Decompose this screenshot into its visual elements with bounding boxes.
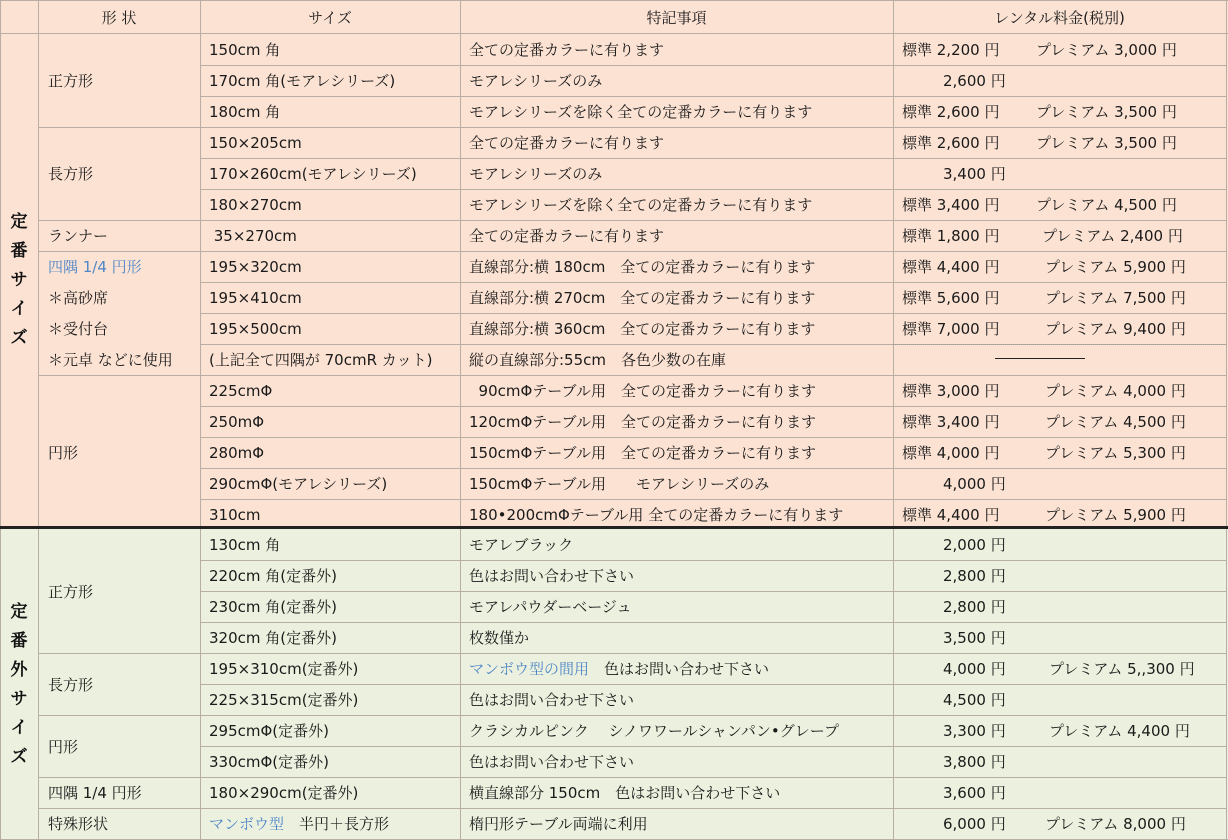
note-cell: 150cmΦテーブル用 全ての定番カラーに有ります	[469, 444, 816, 462]
nonstandard-size-label-char: イ	[10, 717, 28, 738]
grid-line	[200, 499, 1226, 500]
price-standard: 4,000 円	[943, 475, 1006, 493]
note-cell: 150cmΦテーブル用 モアレシリーズのみ	[469, 475, 770, 493]
grid-line	[1226, 0, 1227, 840]
header-notes: 特記事項	[646, 8, 707, 27]
price-premium: プレミアム 5,900 円	[1045, 506, 1186, 524]
grid-line	[38, 808, 1226, 809]
price-premium	[1049, 684, 1228, 715]
price-standard: 4,000 円	[943, 660, 1006, 678]
size-cell: 180cm 角	[209, 103, 281, 121]
grid-line	[38, 653, 1226, 654]
standard-size-label-char: ズ	[10, 328, 28, 348]
size-cell: 150×205cm	[209, 133, 302, 152]
price-premium: プレミアム 4,500 円	[1045, 413, 1186, 431]
price-premium: プレミアム 4,000 円	[1045, 382, 1186, 400]
note-cell: 全ての定番カラーに有ります	[469, 227, 665, 245]
size-cell: 130cm 角	[209, 536, 281, 554]
grid-line	[200, 468, 1226, 469]
size-cell: 225×315cm(定番外)	[209, 691, 359, 709]
price-standard: 2,600 円	[943, 72, 1006, 90]
price-standard: 標準 3,400 円	[902, 413, 1000, 431]
grid-line	[200, 622, 1226, 623]
shape-quarter-circle: 四隅 1/4 円形	[48, 784, 142, 802]
note-cell: モアレブラック	[469, 536, 574, 554]
nonstandard-size-label-char: 外	[10, 659, 28, 680]
standard-size-label-char: イ	[10, 299, 28, 319]
grid-line	[38, 777, 1226, 778]
size-cell	[209, 808, 459, 839]
size-cell: 220cm 角(定番外)	[209, 567, 337, 585]
price-premium: プレミアム 2,400 円	[1042, 227, 1183, 245]
grid-line	[38, 715, 1226, 716]
size-cell: 330cmΦ(定番外)	[209, 753, 330, 771]
price-premium	[1049, 529, 1228, 560]
size-cell: (上記全て四隅が 70cmR カット)	[209, 351, 433, 369]
size-cell: 195×410cm	[209, 288, 302, 307]
grid-line	[38, 375, 1226, 376]
grid-line	[200, 591, 1226, 592]
size-cell: 295cmΦ(定番外)	[209, 722, 330, 740]
shape-quarter-use: ＊元卓 などに使用	[48, 351, 173, 369]
price-standard: 標準 3,400 円	[902, 196, 1000, 214]
price-premium	[1045, 468, 1225, 499]
shape-round: 円形	[48, 444, 79, 462]
grid-line	[200, 189, 1226, 190]
shape-square: 正方形	[48, 582, 94, 601]
note-cell: 180•200cmΦテーブル用 全ての定番カラーに有ります	[469, 506, 844, 524]
shape-quarter-circle: 四隅 1/4 円形	[48, 258, 142, 276]
grid-line	[200, 684, 1226, 685]
note-cell: 枚数僅か	[469, 629, 530, 647]
header-shape: 形 状	[101, 8, 137, 27]
price-standard: 標準 5,600 円	[902, 289, 1000, 307]
note-cell: モアレシリーズのみ	[469, 72, 603, 90]
note-cell: モアレシリーズのみ	[469, 165, 603, 183]
price-premium	[1036, 158, 1216, 189]
header-price: レンタル料金(税別)	[994, 8, 1125, 27]
grid-line	[38, 127, 1226, 128]
note-cell: クラシカルピンク シノワワールシャンパン•グレープ	[469, 722, 839, 740]
grid-line	[200, 746, 1226, 747]
price-standard: 標準 3,000 円	[902, 382, 1000, 400]
standard-size-label-char: 番	[10, 241, 28, 261]
note-cell: 色はお問い合わせ下さい	[469, 753, 635, 771]
grid-line	[0, 0, 1228, 1]
standard-size-label-char: サ	[10, 270, 28, 290]
note-cell: 色はお問い合わせ下さい	[469, 567, 635, 585]
price-standard: 標準 2,600 円	[902, 103, 1000, 121]
price-standard: 2,000 円	[943, 536, 1006, 554]
price-premium	[1036, 65, 1216, 96]
note-cell: モアレパウダーベージュ	[469, 598, 632, 616]
size-cell: 320cm 角(定番外)	[209, 629, 337, 647]
note-cell: 縦の直線部分:55cm 各色少数の在庫	[469, 351, 727, 369]
price-standard: 標準 2,600 円	[902, 134, 1000, 152]
price-premium: プレミアム 4,500 円	[1036, 196, 1177, 214]
price-premium: プレミアム 5,900 円	[1045, 258, 1186, 276]
shape-square: 正方形	[48, 72, 94, 90]
grid-line	[38, 0, 39, 840]
grid-line	[200, 282, 1226, 283]
shape-runner: ランナー	[48, 227, 109, 245]
grid-line	[200, 158, 1226, 159]
price-standard: 3,400 円	[943, 165, 1006, 183]
price-standard: 3,500 円	[943, 629, 1006, 647]
note-cell: 直線部分:横 270cm 全ての定番カラーに有ります	[469, 289, 816, 307]
note-cell: 全ての定番カラーに有ります	[469, 134, 665, 152]
price-premium: プレミアム 5,300 円	[1045, 444, 1186, 462]
size-cell: 170×260cm(モアレシリーズ)	[209, 165, 417, 183]
price-standard: 3,600 円	[943, 784, 1006, 802]
size-cell: 280mΦ	[209, 443, 265, 462]
size-cell: 310cm	[209, 505, 261, 524]
grid-line	[38, 251, 1226, 252]
special-shape-desc: 半円＋長方形	[284, 815, 390, 833]
grid-line	[200, 65, 1226, 66]
size-cell: 195×320cm	[209, 257, 302, 276]
nonstandard-size-label	[0, 529, 38, 840]
size-cell: 180×290cm(定番外)	[209, 784, 359, 802]
grid-line	[200, 313, 1226, 314]
size-cell: 290cmΦ(モアレシリーズ)	[209, 475, 388, 493]
price-standard: 標準 4,400 円	[902, 258, 1000, 276]
size-cell: 230cm 角(定番外)	[209, 598, 337, 616]
price-premium	[1049, 560, 1228, 591]
grid-line	[0, 0, 1, 840]
size-cell: 195×500cm	[209, 319, 302, 338]
note-cell: 直線部分:横 360cm 全ての定番カラーに有ります	[469, 320, 816, 338]
grid-line	[38, 220, 1226, 221]
note-cell: 90cmΦテーブル用 全ての定番カラーに有ります	[469, 382, 816, 400]
grid-line	[0, 526, 1228, 529]
price-premium: プレミアム 7,500 円	[1045, 289, 1186, 307]
grid-line	[200, 406, 1226, 407]
note-cell: 全ての定番カラーに有ります	[469, 41, 665, 59]
price-standard: 3,800 円	[943, 753, 1006, 771]
price-premium: プレミアム 3,500 円	[1036, 103, 1177, 121]
note-cell: 横直線部分 150cm 色はお問い合わせ下さい	[469, 784, 781, 802]
price-premium	[1049, 622, 1228, 653]
price-standard: 3,300 円	[943, 722, 1006, 740]
note-cell: 色はお問い合わせ下さい	[469, 691, 635, 709]
nonstandard-size-label-char: 定	[10, 601, 28, 622]
note-cell: モアレシリーズを除く全ての定番カラーに有ります	[469, 196, 813, 214]
dotted-line	[893, 344, 1226, 345]
size-cell: 180×270cm	[209, 195, 302, 214]
shape-round: 円形	[48, 737, 79, 756]
price-premium	[1045, 344, 1225, 375]
note-cell: 120cmΦテーブル用 全ての定番カラーに有ります	[469, 413, 816, 431]
grid-line	[460, 0, 461, 840]
nonstandard-size-label-char: ズ	[10, 746, 28, 767]
shape-rectangle: 長方形	[48, 165, 94, 183]
special-shape-name: マンボウ型	[209, 815, 285, 833]
size-cell: 35×270cm	[209, 226, 297, 245]
price-standard: 6,000 円	[943, 815, 1006, 833]
price-premium	[1049, 746, 1228, 777]
price-premium	[1049, 591, 1228, 622]
nonstandard-size-label-char: 番	[10, 630, 28, 651]
grid-line	[200, 560, 1226, 561]
grid-line	[200, 0, 201, 840]
price-standard: 標準 7,000 円	[902, 320, 1000, 338]
note-cell: 直線部分:横 180cm 全ての定番カラーに有ります	[469, 258, 816, 276]
price-premium: プレミアム 8,000 円	[1045, 815, 1186, 833]
price-standard: 標準 4,400 円	[902, 506, 1000, 524]
size-cell: 150cm 角	[209, 41, 281, 59]
standard-size-label-char: 定	[10, 212, 28, 232]
price-premium	[1049, 777, 1228, 808]
size-cell: 195×310cm(定番外)	[209, 660, 359, 678]
price-standard: 標準 2,200 円	[902, 41, 1000, 59]
note-cell	[469, 653, 892, 684]
shape-rectangle: 長方形	[48, 675, 94, 694]
grid-line	[0, 33, 1228, 34]
price-standard: 2,800 円	[943, 567, 1006, 585]
price-dash	[995, 358, 1085, 359]
note-cell: 楕円形テーブル両端に利用	[469, 815, 648, 833]
shape-special: 特殊形状	[48, 815, 109, 833]
price-premium: プレミアム 3,500 円	[1036, 134, 1177, 152]
price-standard: 2,800 円	[943, 598, 1006, 616]
header-size: サイズ	[308, 8, 352, 27]
price-standard: 標準 1,800 円	[902, 227, 1000, 245]
price-premium: プレミアム 9,400 円	[1045, 320, 1186, 338]
note-text: 色はお問い合わせ下さい	[589, 660, 770, 678]
grid-line	[200, 437, 1226, 438]
size-cell: 225cmΦ	[209, 381, 273, 400]
shape-quarter-use: ＊受付台	[48, 320, 109, 338]
grid-line	[893, 0, 894, 840]
note-highlight: マンボウ型の間用	[469, 660, 590, 678]
size-cell: 250mΦ	[209, 412, 265, 431]
note-cell: モアレシリーズを除く全ての定番カラーに有ります	[469, 103, 813, 121]
size-cell: 170cm 角(モアレシリーズ)	[209, 72, 396, 90]
price-standard: 標準 4,000 円	[902, 444, 1000, 462]
price-premium: プレミアム 3,000 円	[1036, 41, 1177, 59]
nonstandard-size-label-char: サ	[10, 688, 28, 709]
grid-line	[200, 96, 1226, 97]
price-premium: プレミアム 5,,300 円	[1049, 660, 1195, 678]
shape-quarter-use: ＊高砂席	[48, 289, 109, 307]
standard-size-label	[0, 34, 38, 527]
price-premium: プレミアム 4,400 円	[1049, 722, 1190, 740]
price-standard: 4,500 円	[943, 691, 1006, 709]
